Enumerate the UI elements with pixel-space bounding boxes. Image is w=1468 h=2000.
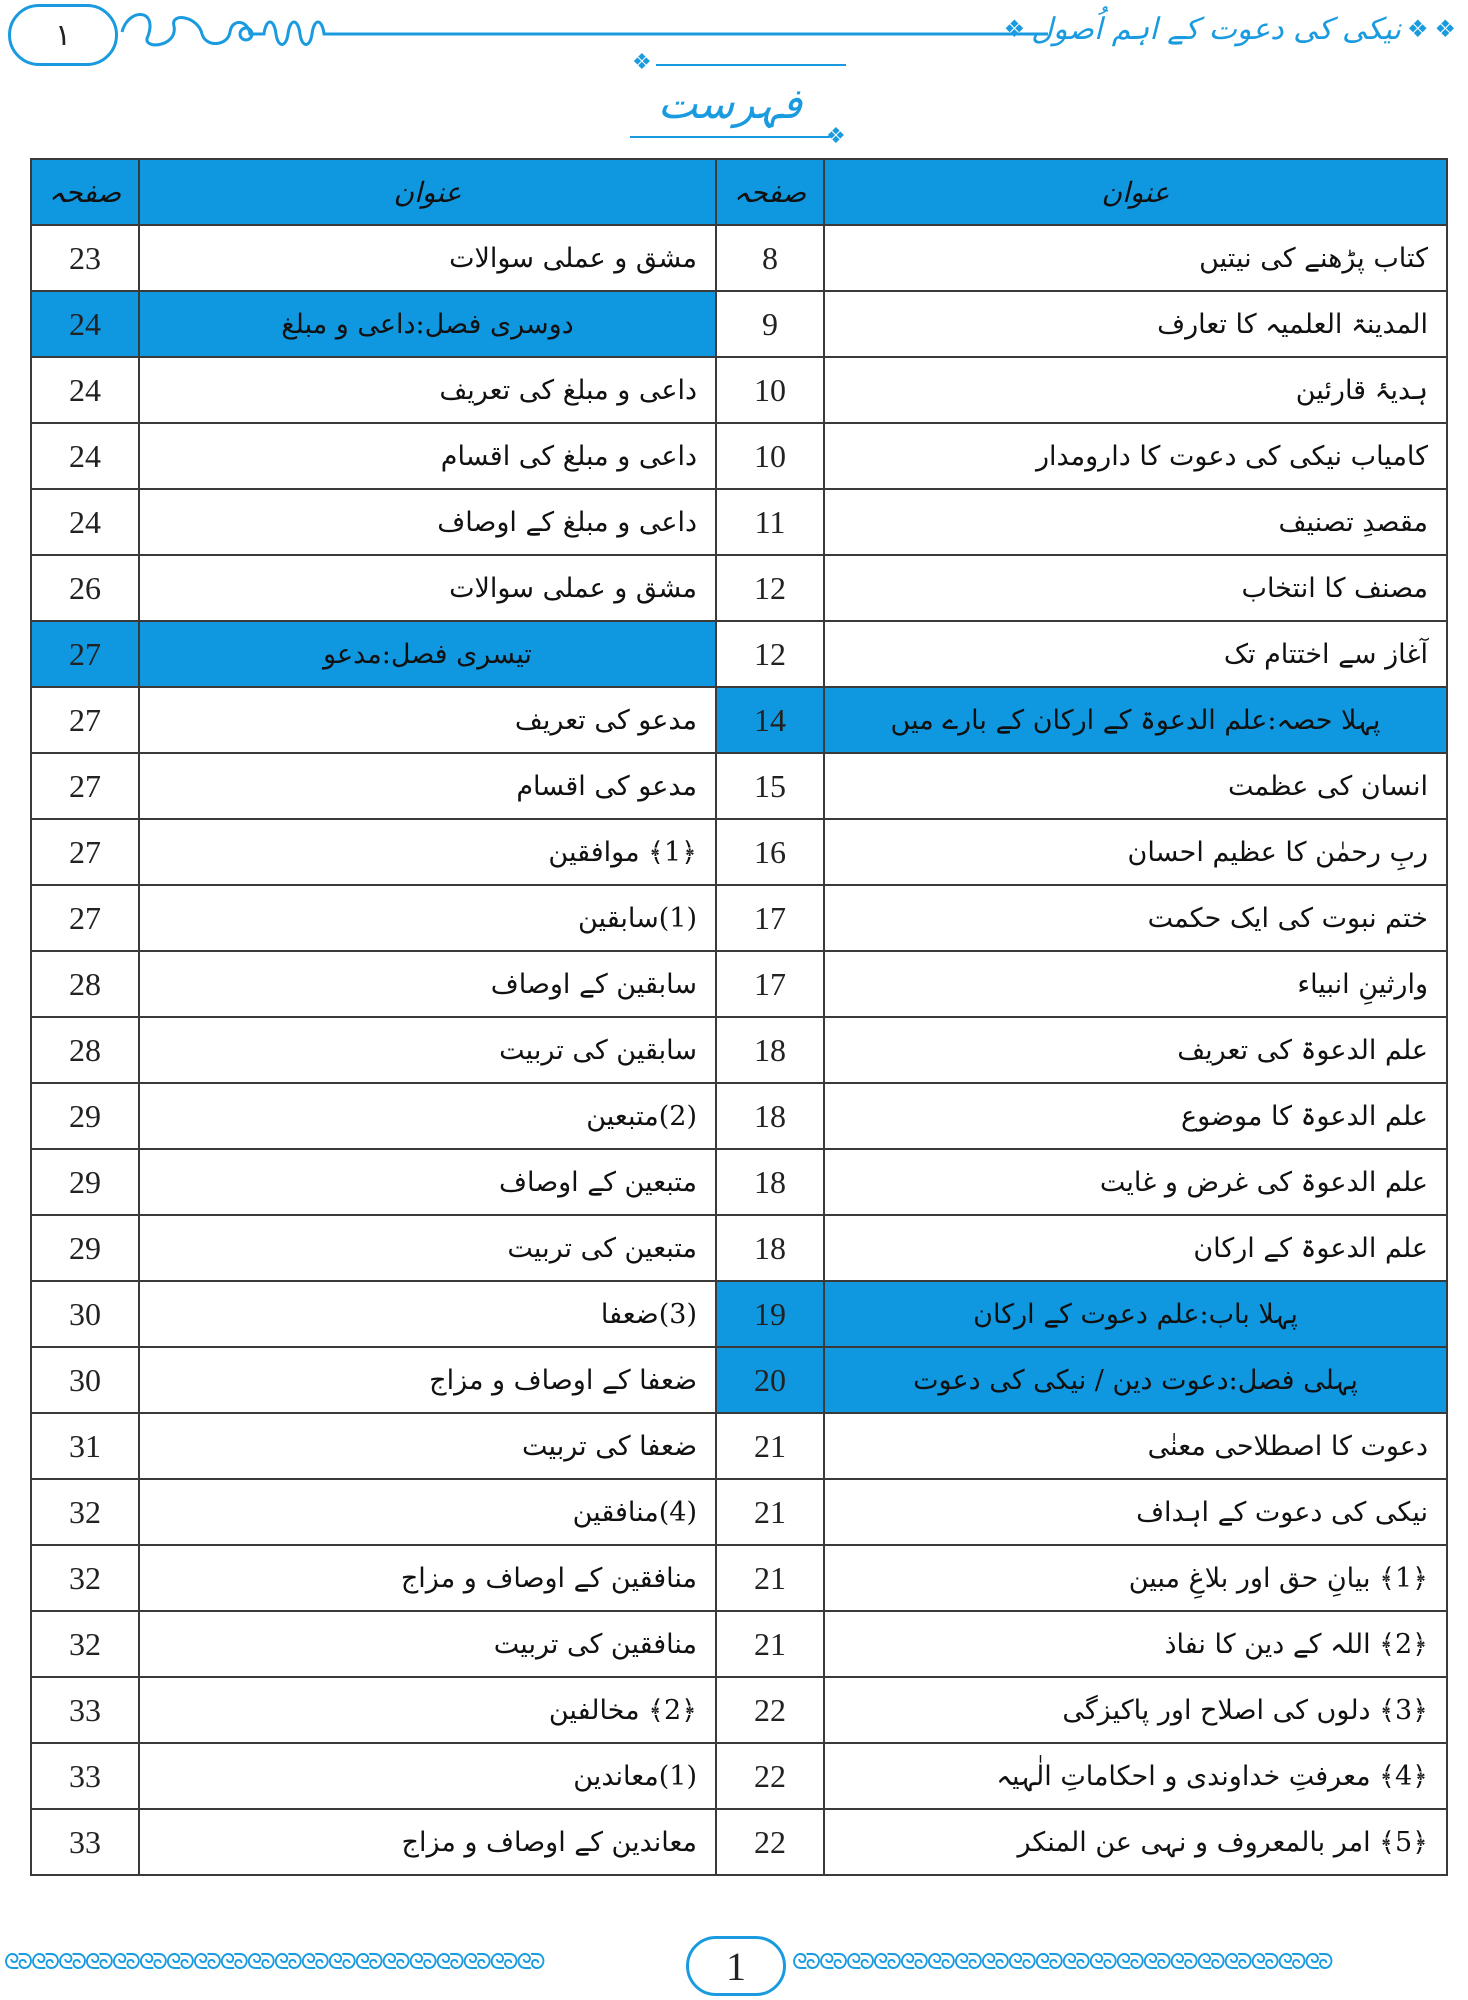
toc-page-right[interactable]: 20: [716, 1347, 824, 1413]
toc-page-right[interactable]: 18: [716, 1149, 824, 1215]
toc-page-right[interactable]: 21: [716, 1545, 824, 1611]
diamond-ornament-icon: ❖: [1434, 15, 1456, 43]
toc-page-right[interactable]: 12: [716, 621, 824, 687]
toc-page-right[interactable]: 10: [716, 423, 824, 489]
toc-page-right[interactable]: 22: [716, 1809, 824, 1875]
toc-row: [31, 1611, 1447, 1677]
toc-entry-left[interactable]: (1)معاندین: [139, 1743, 716, 1809]
toc-table: [30, 158, 1448, 1876]
toc-row: [31, 1677, 1447, 1743]
toc-entry-left[interactable]: سابقین کی تربیت: [139, 1017, 716, 1083]
toc-page-left[interactable]: 24: [31, 291, 139, 357]
toc-page-right[interactable]: 8: [716, 225, 824, 291]
diamond-ornament-icon: ❖: [1406, 15, 1429, 43]
toc-entry-left[interactable]: ﴿2﴾ مخالفین: [139, 1677, 716, 1743]
toc-row: [31, 1281, 1447, 1347]
col-header-page-right: صفحہ: [716, 159, 824, 225]
col-header-title-left: عنوان: [139, 159, 716, 225]
toc-page-left[interactable]: 33: [31, 1743, 139, 1809]
footer-chain-ornament-right: ᘓᘐᘓᘐᘓᘐᘓᘐᘓᘐᘓᘐᘓᘐᘓᘐᘓᘐᘓᘐᘓᘐᘓᘐᘓᘐᘓᘐᘓᘐᘓᘐᘓᘐᘓᘐᘓᘐᘓᘐ: [792, 1950, 1332, 1975]
toc-row: [31, 1215, 1447, 1281]
toc-entry-right[interactable]: علم الدعوۃ کی تعریف: [824, 1017, 1447, 1083]
toc-page-right[interactable]: 11: [716, 489, 824, 555]
toc-row: [31, 1347, 1447, 1413]
title-rule-top: [656, 64, 846, 66]
toc-row: [31, 1083, 1447, 1149]
toc-row: [31, 885, 1447, 951]
toc-page-right[interactable]: 21: [716, 1479, 824, 1545]
toc-entry-left[interactable]: مدعو کی تعریف: [139, 687, 716, 753]
toc-page-left[interactable]: 28: [31, 951, 139, 1017]
toc-page-left[interactable]: 27: [31, 885, 139, 951]
toc-entry-left[interactable]: دوسری فصل:داعی و مبلغ: [139, 291, 716, 357]
toc-entry-left[interactable]: مشق و عملی سوالات: [139, 225, 716, 291]
toc-page-left[interactable]: 27: [31, 687, 139, 753]
toc-page-right[interactable]: 18: [716, 1017, 824, 1083]
toc-entry-right[interactable]: وارثینِ انبیاء: [824, 951, 1447, 1017]
top-page-number: ١: [54, 17, 72, 53]
toc-page-left[interactable]: 28: [31, 1017, 139, 1083]
toc-page-right[interactable]: 10: [716, 357, 824, 423]
toc-entry-left[interactable]: سابقین کے اوصاف: [139, 951, 716, 1017]
toc-page-right[interactable]: 18: [716, 1083, 824, 1149]
toc-page-left[interactable]: 26: [31, 555, 139, 621]
toc-row: [31, 1413, 1447, 1479]
toc-entry-right[interactable]: کامیاب نیکی کی دعوت کا دارومدار: [824, 423, 1447, 489]
toc-entry-left[interactable]: (2)متبعین: [139, 1083, 716, 1149]
page-header: [0, 0, 1468, 160]
toc-entry-right[interactable]: ختم نبوت کی ایک حکمت: [824, 885, 1447, 951]
toc-entry-right[interactable]: ﴿2﴾ اللہ کے دین کا نفاذ: [824, 1611, 1447, 1677]
toc-page-right[interactable]: 22: [716, 1677, 824, 1743]
toc-row: [31, 291, 1447, 357]
toc-entry-left[interactable]: ﴿1﴾ موافقین: [139, 819, 716, 885]
toc-page-left[interactable]: 29: [31, 1149, 139, 1215]
toc-row: [31, 1545, 1447, 1611]
toc-entry-left[interactable]: داعی و مبلغ کے اوصاف: [139, 489, 716, 555]
col-header-title-right: عنوان: [824, 159, 1447, 225]
toc-page-right[interactable]: 17: [716, 951, 824, 1017]
toc-row: [31, 423, 1447, 489]
toc-page-left[interactable]: 23: [31, 225, 139, 291]
toc-page-left[interactable]: 29: [31, 1215, 139, 1281]
toc-page-right[interactable]: 16: [716, 819, 824, 885]
toc-page-left[interactable]: 27: [31, 621, 139, 687]
toc-page-left[interactable]: 24: [31, 357, 139, 423]
toc-entry-left[interactable]: (1)سابقین: [139, 885, 716, 951]
footer-page-number: 1: [726, 1943, 746, 1989]
toc-entry-right[interactable]: علم الدعوۃ کا موضوع: [824, 1083, 1447, 1149]
toc-entry-right[interactable]: کتاب پڑھنے کی نیتیں: [824, 225, 1447, 291]
toc-page-right[interactable]: 22: [716, 1743, 824, 1809]
toc-page-left[interactable]: 33: [31, 1677, 139, 1743]
toc-entry-left[interactable]: داعی و مبلغ کی تعریف: [139, 357, 716, 423]
toc-entry-left[interactable]: منافقین کی تربیت: [139, 1611, 716, 1677]
toc-entry-right[interactable]: مقصدِ تصنیف: [824, 489, 1447, 555]
toc-row: [31, 753, 1447, 819]
toc-entry-left[interactable]: تیسری فصل:مدعو: [139, 621, 716, 687]
toc-entry-right[interactable]: ربِ رحمٰن کا عظیم احسان: [824, 819, 1447, 885]
toc-page-right[interactable]: 17: [716, 885, 824, 951]
toc-page-left[interactable]: 30: [31, 1347, 139, 1413]
flourish-ornament-icon: [118, 8, 1118, 58]
toc-entry-left[interactable]: ضعفا کے اوصاف و مزاج: [139, 1347, 716, 1413]
toc-page-right[interactable]: 19: [716, 1281, 824, 1347]
toc-page-left[interactable]: 31: [31, 1413, 139, 1479]
toc-heading: فہرست: [657, 79, 803, 128]
toc-page-left[interactable]: 27: [31, 819, 139, 885]
footer-chain-ornament-left: ᘓᘐᘓᘐᘓᘐᘓᘐᘓᘐᘓᘐᘓᘐᘓᘐᘓᘐᘓᘐᘓᘐᘓᘐᘓᘐᘓᘐᘓᘐᘓᘐᘓᘐᘓᘐᘓᘐᘓᘐ: [4, 1950, 544, 1975]
col-header-page-left: صفحہ: [31, 159, 139, 225]
toc-page-right[interactable]: 18: [716, 1215, 824, 1281]
toc-row: [31, 1743, 1447, 1809]
toc-page-right[interactable]: 21: [716, 1611, 824, 1677]
toc-row: [31, 951, 1447, 1017]
toc-page-left[interactable]: 24: [31, 489, 139, 555]
toc-entry-right[interactable]: پہلا باب:علم دعوت کے ارکان: [824, 1281, 1447, 1347]
toc-entry-right[interactable]: انسان کی عظمت: [824, 753, 1447, 819]
diamond-ornament-icon: ❖: [632, 50, 652, 75]
toc-entry-right[interactable]: المدینۃ العلمیہ کا تعارف: [824, 291, 1447, 357]
toc-entry-left[interactable]: داعی و مبلغ کی اقسام: [139, 423, 716, 489]
toc-row: [31, 687, 1447, 753]
toc-row: [31, 225, 1447, 291]
toc-page-left[interactable]: 29: [31, 1083, 139, 1149]
book-title-banner: [1004, 6, 1456, 52]
diamond-ornament-icon: ❖: [826, 124, 846, 149]
toc-page-right[interactable]: 15: [716, 753, 824, 819]
toc-page-left[interactable]: 30: [31, 1281, 139, 1347]
toc-entry-left[interactable]: منافقین کے اوصاف و مزاج: [139, 1545, 716, 1611]
toc-entry-left[interactable]: (4)منافقین: [139, 1479, 716, 1545]
toc-entry-left[interactable]: معاندین کے اوصاف و مزاج: [139, 1809, 716, 1875]
toc-row: [31, 1479, 1447, 1545]
top-page-number-badge: [8, 4, 118, 66]
toc-row: [31, 357, 1447, 423]
toc-entry-right[interactable]: پہلا حصہ:علم الدعوۃ کے ارکان کے بارے میں: [824, 687, 1447, 753]
toc-row: [31, 819, 1447, 885]
toc-page-left[interactable]: 32: [31, 1545, 139, 1611]
toc-page-left[interactable]: 33: [31, 1809, 139, 1875]
toc-entry-left[interactable]: متبعین کی تربیت: [139, 1215, 716, 1281]
toc-row: [31, 621, 1447, 687]
toc-entry-right[interactable]: ﴿3﴾ دلوں کی اصلاح اور پاکیزگی: [824, 1677, 1447, 1743]
toc-entry-left[interactable]: ضعفا کی تربیت: [139, 1413, 716, 1479]
toc-entry-right[interactable]: مصنف کا انتخاب: [824, 555, 1447, 621]
toc-row: [31, 1017, 1447, 1083]
toc-row: [31, 489, 1447, 555]
toc-page-right[interactable]: 12: [716, 555, 824, 621]
toc-page-right[interactable]: 14: [716, 687, 824, 753]
toc-page-left[interactable]: 32: [31, 1611, 139, 1677]
toc-header-row: [31, 159, 1447, 225]
footer-page-number-badge: [686, 1936, 786, 1996]
toc-entry-left[interactable]: (3)ضعفا: [139, 1281, 716, 1347]
toc-entry-right[interactable]: آغاز سے اختتام تک: [824, 621, 1447, 687]
toc-page-right[interactable]: 9: [716, 291, 824, 357]
toc-body: [31, 225, 1447, 1875]
toc-entry-right[interactable]: ﴿1﴾ بیانِ حق اور بلاغِ مبین: [824, 1545, 1447, 1611]
toc-entry-right[interactable]: دعوت کا اصطلاحی معنٰی: [824, 1413, 1447, 1479]
diamond-ornament-icon: ❖: [1003, 15, 1026, 43]
toc-entry-left[interactable]: مدعو کی اقسام: [139, 753, 716, 819]
toc-entry-left[interactable]: متبعین کے اوصاف: [139, 1149, 716, 1215]
book-title: نیکی کی دعوت کے اہم اُصول: [1031, 11, 1401, 47]
toc-entry-left[interactable]: مشق و عملی سوالات: [139, 555, 716, 621]
toc-page-left[interactable]: 27: [31, 753, 139, 819]
toc-row: [31, 555, 1447, 621]
toc-entry-right[interactable]: نیکی کی دعوت کے اہداف: [824, 1479, 1447, 1545]
toc-row: [31, 1809, 1447, 1875]
title-rule-bottom: [630, 136, 830, 138]
toc-entry-right[interactable]: ﴿5﴾ امر بالمعروف و نہی عن المنکر: [824, 1809, 1447, 1875]
toc-entry-right[interactable]: پہلی فصل:دعوت دین / نیکی کی دعوت: [824, 1347, 1447, 1413]
toc-page-left[interactable]: 32: [31, 1479, 139, 1545]
toc-row: [31, 1149, 1447, 1215]
toc-page-right[interactable]: 21: [716, 1413, 824, 1479]
toc-entry-right[interactable]: ہدیۂ قارئین: [824, 357, 1447, 423]
toc-page-left[interactable]: 24: [31, 423, 139, 489]
toc-entry-right[interactable]: علم الدعوۃ کی غرض و غایت: [824, 1149, 1447, 1215]
toc-entry-right[interactable]: ﴿4﴾ معرفتِ خداوندی و احکاماتِ الٰہیہ: [824, 1743, 1447, 1809]
toc-entry-right[interactable]: علم الدعوۃ کے ارکان: [824, 1215, 1447, 1281]
